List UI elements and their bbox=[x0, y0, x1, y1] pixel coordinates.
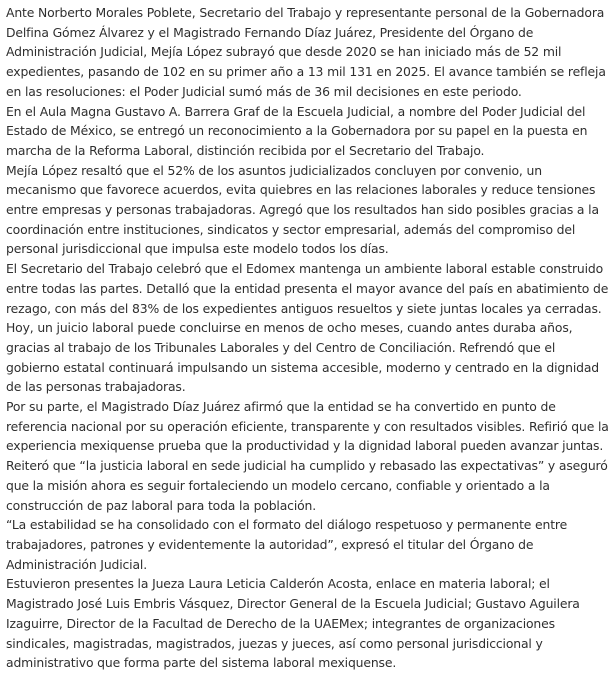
article-body bbox=[6, 3, 612, 673]
paragraph-quote: “La estabilidad se ha consolidado con el formato del diálogo respetuoso y permanente entre trabajadores, patrones y evidentemente la autoridad”, expresó el titular del Órgano de Administración Judicial. bbox=[6, 517, 568, 572]
paragraph-attendees: Estuvieron presentes la Jueza Laura Leticia Calderón Acosta, enlace en materia laboral; el Magistrado José Luis Embris Vásquez, Director General de la Escuela Judicial; Gustavo Aguilera Izaguirre, Director de la Facultad de Derecho de la UAEMex; integrantes de organizaciones sindicales, magistradas, magistrados, juezas y jueces, así como personal jurisdiccional y administrativo que forma parte del sistema laboral mexiquense. bbox=[6, 576, 580, 671]
paragraph-recognition: En el Aula Magna Gustavo A. Barrera Graf de la Escuela Judicial, a nombre del Poder Judicial del Estado de México, se entregó un reconocimiento a la Gobernadora por su papel en la puesta en marcha de la Reforma Laboral, distinción recibida por el Secretario del Trabajo. bbox=[6, 103, 588, 158]
paragraph-intro: Ante Norberto Morales Poblete, Secretario del Trabajo y representante personal de la Gobernadora Delfina Gómez Álvarez y el Magistrado Fernando Díaz Juárez, Presidente del Órgano de Administración Judicial, Mejía López subrayó que desde 2020 se han iniciado más de 52 mil expedientes, pasando de 102 en su primer año a 13 mil 131 en 2025. El avance también se refleja en las resoluciones: el Poder Judicial sumó más de 36 mil decisiones en este periodo. bbox=[6, 5, 606, 99]
paragraph-labor-stability: El Secretario del Trabajo celebró que el Edomex mantenga un ambiente laboral estable construido entre todas las partes. Detalló que la entidad presenta el mayor avance del país en abatimiento de rezago, con más del 83% de los expedientes antiguos resueltos y siete juntas locales ya cerradas. bbox=[6, 261, 609, 316]
paragraph-magistrate-statement: Por su parte, el Magistrado Díaz Juárez afirmó que la entidad se ha convertido en punto de referencia nacional por su operación eficiente, transparente y con resultados visibles. Refirió que la experiencia mexiquense prueba que la productividad y la dignidad laboral pueden avanzar juntas. Reiteró que “la justicia laboral en sede judicial ha cumplido y rebasado las expectativas” y aseguró que la misión ahora es seguir fortaleciendo un modelo cercano, confiable y orientado a la construcción de paz laboral para toda la población. bbox=[6, 399, 609, 513]
paragraph-trial-duration: Hoy, un juicio laboral puede concluirse en menos de ocho meses, cuando antes duraba años, gracias al trabajo de los Tribunales Laborales y del Centro de Conciliación. Refrendó que el gobierno estatal continuará impulsando un sistema accesible, moderno y centrado en la dignidad de las personas trabajadoras. bbox=[6, 320, 600, 395]
paragraph-agreements: Mejía López resaltó que el 52% de los asuntos judicializados concluyen por convenio, un mecanismo que favorece acuerdos, evita quiebres en las relaciones laborales y reduce tensiones entre empresas y personas trabajadoras. Agregó que los resultados han sido posibles gracias a la coordinación entre instituciones, sindicatos y sector empresarial, además del compromiso del personal jurisdiccional que impulsa este modelo todos los días. bbox=[6, 162, 599, 257]
